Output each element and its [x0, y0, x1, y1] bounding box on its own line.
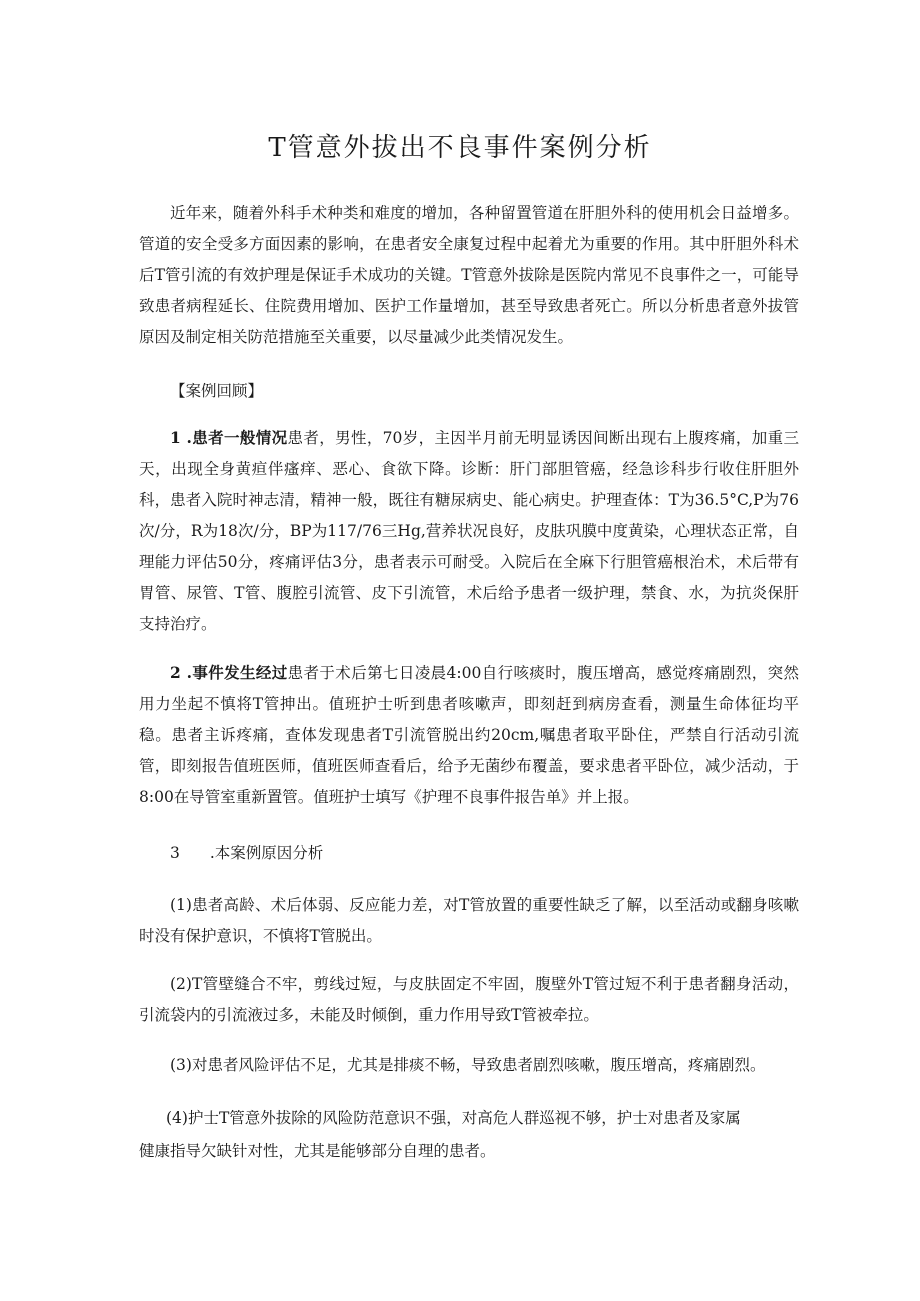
intro-paragraph: 近年来，随着外科手术种类和难度的增加，各种留置管道在肝胆外科的使用机会日益增多。管道的安全受多方面因素的影响，在患者安全康复过程中起着尤为重要的作用。其中肝胆外科术后T管引流的有效护理是保证手术成功的关键。T管意外拔除是医院内常见不良事件之一，可能导致患者病程延长、住院费用增加、医护工作量增加，甚至导致患者死亡。所以分析患者意外拔管原因及制定相关防范措施至关重要，以尽量减少此类情况发生。: [139, 204, 799, 346]
case-event-label: 2 .事件发生经过: [170, 663, 288, 682]
case-analysis-heading: [170, 838, 323, 869]
reason-paragraph-2: (2)T管壁缝合不牢，剪线过短，与皮肤固定不牢固，腹壁外T管过短不利于患者翻身活动，引流袋内的引流液过多，未能及时倾倒，重力作用导致T管被牵拉。: [139, 975, 799, 1024]
case-analysis-number: 3: [170, 844, 180, 862]
document-title: T管意外拔出不良事件案例分析: [268, 133, 652, 163]
case-general-paragraph: [139, 422, 799, 640]
reason-paragraph-3: (3)对患者风险评估不足，尤其是排痰不畅，导致患者剧烈咳嗽，腹压增高，疼痛剧烈。: [170, 1056, 766, 1074]
section-heading: 【案例回顾】: [170, 382, 264, 400]
case-analysis-label: .本案例原因分析: [209, 844, 324, 862]
reason-paragraph-4-line2: 健康指导欠缺针对性，尤其是能够部分自理的患者。: [139, 1142, 496, 1160]
case-general-label: 1 .患者一般情况: [170, 428, 288, 447]
case-event-text: 患者于术后第七日凌晨4:00自行咳痰时，腹压增高，感觉疼痛剧烈，突然用力坐起不慎将T管抻出。值班护士听到患者咳嗽声，即刻赶到病房查看，测量生命体征均平稳。患者主诉疼痛，查体发现患者T引流管脱出约20cm,嘱患者取平卧住，严禁自行活动引流管，即刻报告值班医师，值班医师查看后，给予无菌纱布覆盖，要求患者平卧位，减少活动，于8:00在导管室重新置管。值班护士填写《护理不良事件报告单》并上报。: [139, 664, 799, 806]
case-general-text: 患者，男性，70岁，主因半月前无明显诱因间断出现右上腹疼痛，加重三天，出现全身黄疸伴瘙痒、恶心、食欲下降。诊断：肝门部胆管癌，经急诊科步行收住肝胆外科，患者入院时神志清，精神一般，既往有糖尿病史、能心病史。护理查体：T为36.5°C,P为76次/分，R为18次/分，BP为117/76三Hg,营养状况良好，皮肤巩膜中度黄染，心理状态正常，自理能力评估50分，疼痛评估3分，患者表示可耐受。入院后在全麻下行胆管癌根治术，术后带有胃管、尿管、T管、腹腔引流管、皮下引流管，术后给予患者一级护理，禁食、水，为抗炎保肝支持治疗。: [139, 429, 800, 633]
reason-paragraph-1: (1)患者高龄、术后体弱、反应能力差，对T管放置的重要性缺乏了解，以至活动或翻身咳嗽时没有保护意识，不慎将T管脱出。: [139, 896, 799, 945]
case-event-paragraph: [139, 657, 799, 813]
reason-paragraph-4-line1: (4)护士T管意外拔除的风险防范意识不强，对高危人群巡视不够，护士对患者及家属: [166, 1109, 741, 1127]
